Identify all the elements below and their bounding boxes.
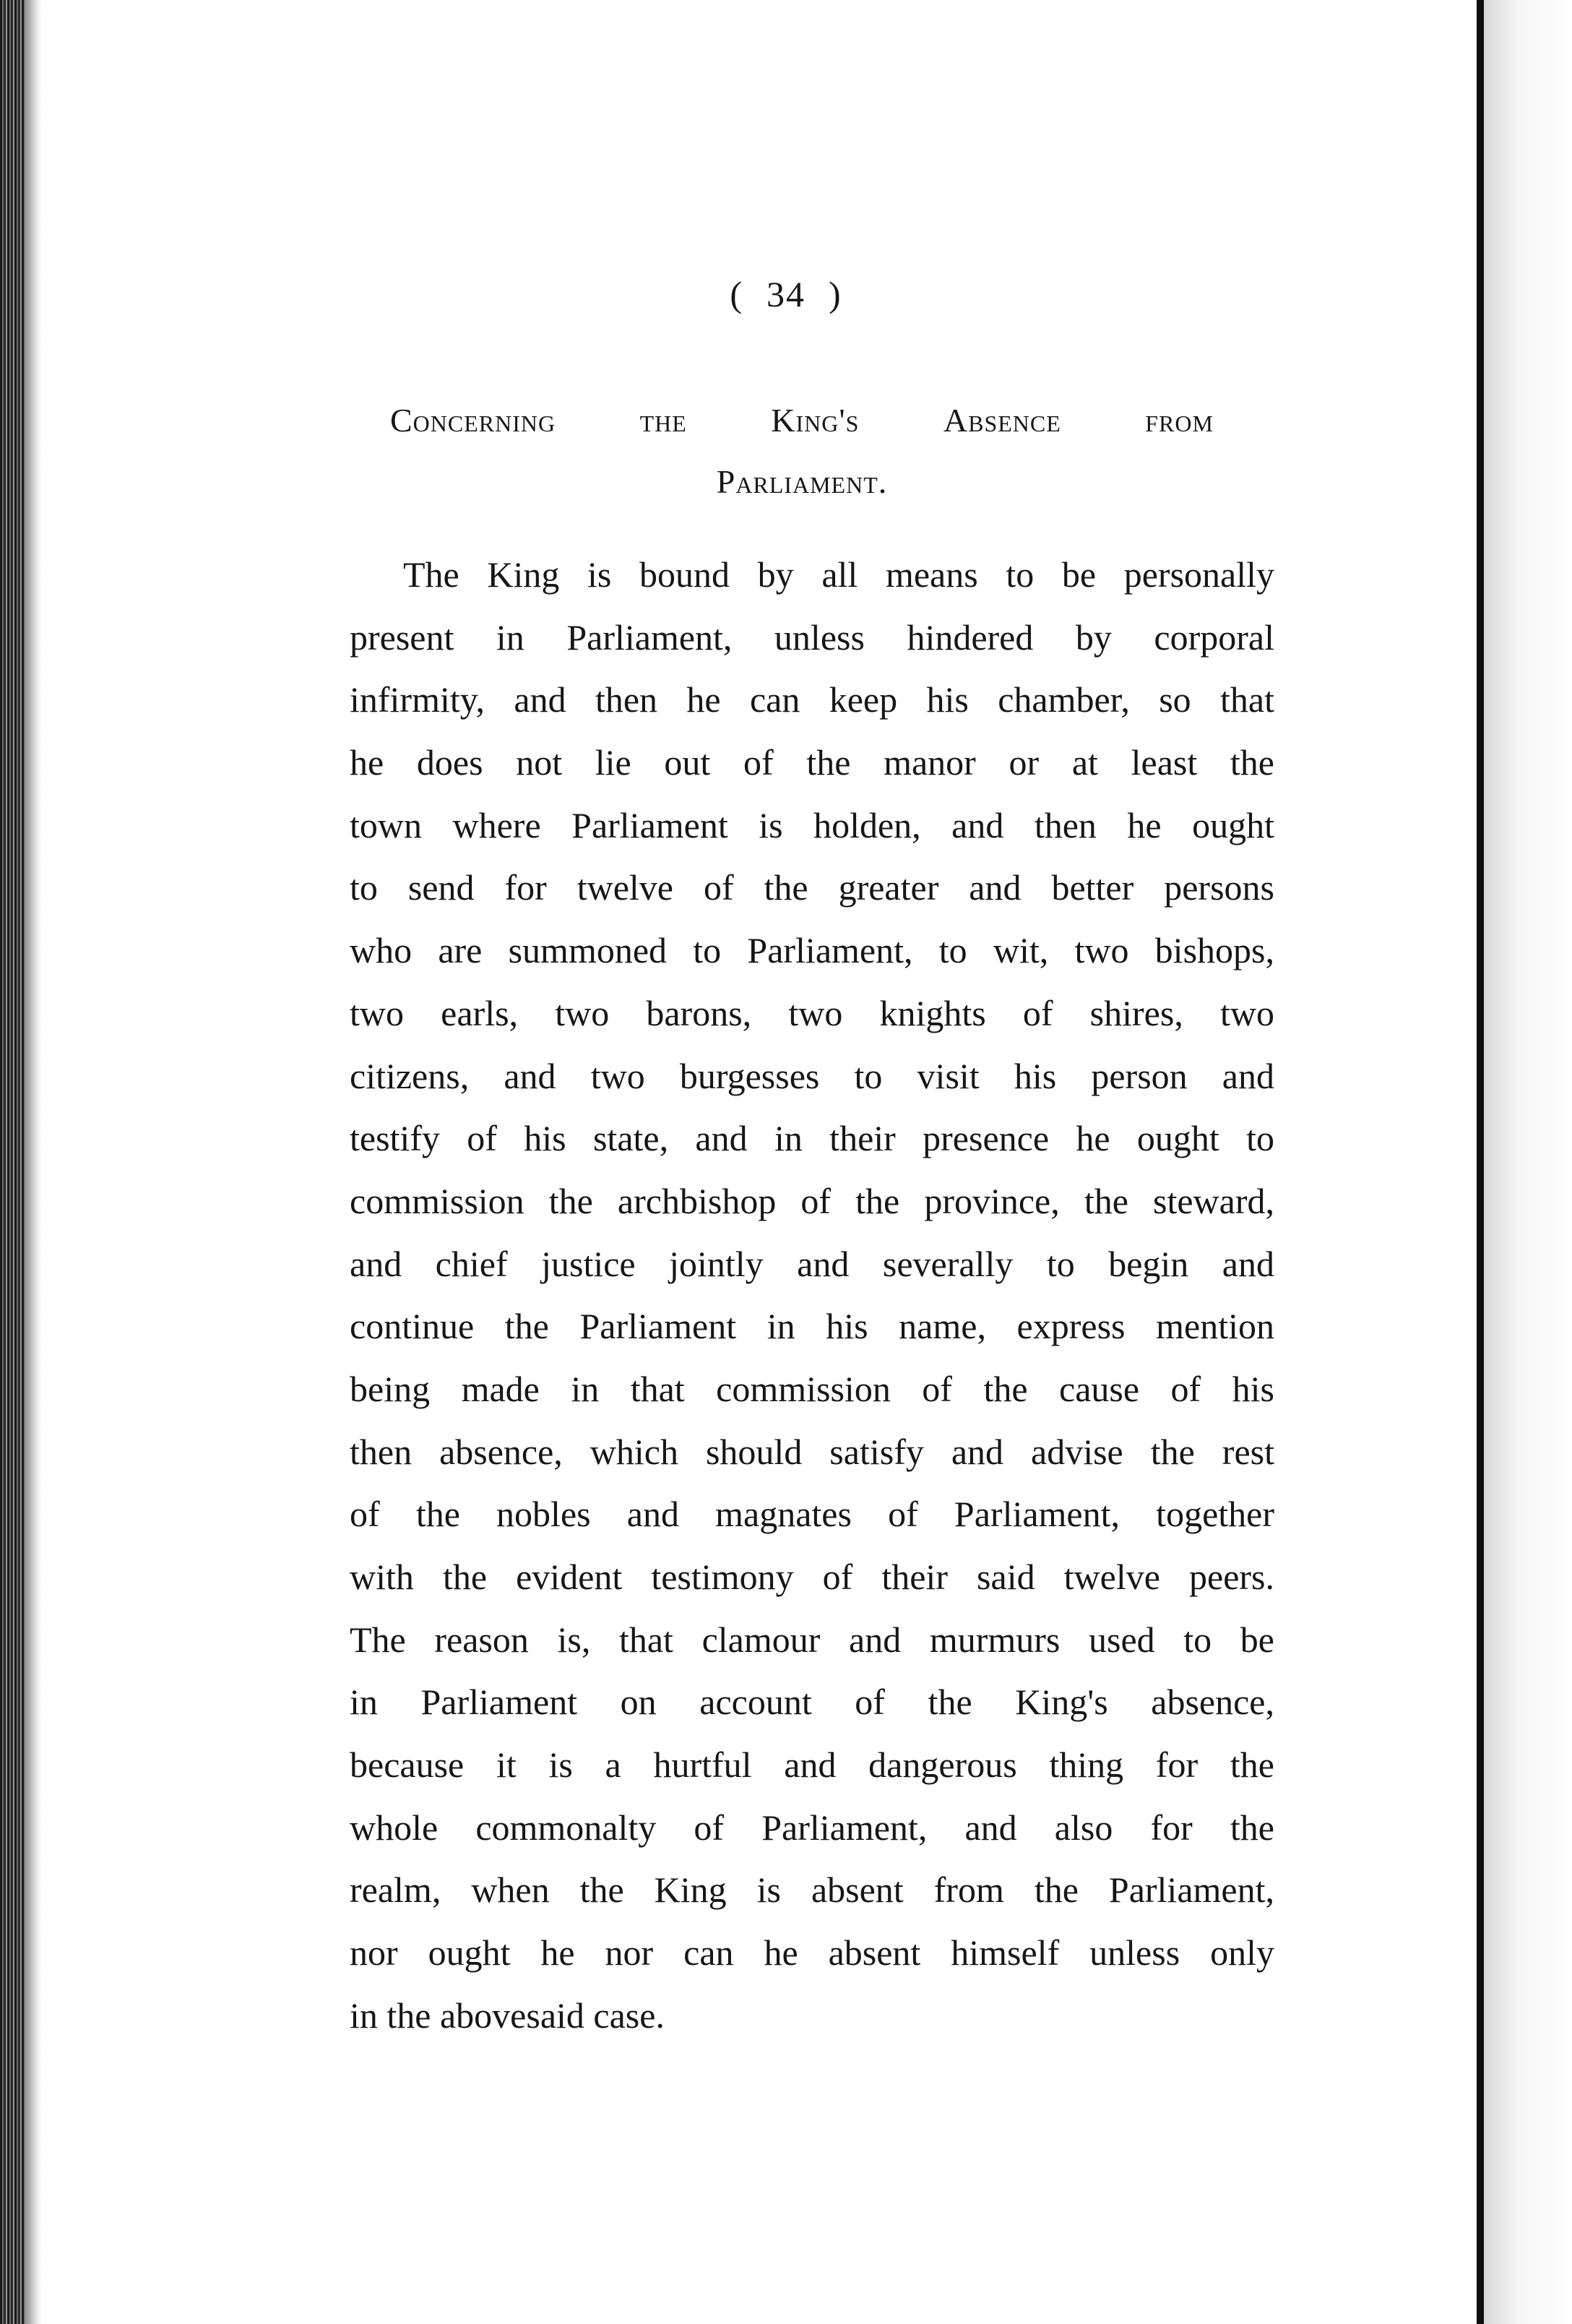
page-number	[0, 273, 1572, 315]
text-line: present in Parliament, unless hindered by corporal	[350, 616, 1274, 658]
open-paren: (	[730, 274, 743, 314]
text-line: nor ought he nor can he absent himself unless only	[350, 1932, 1274, 1974]
heading-line-1	[390, 401, 1214, 439]
heading-word: the	[639, 402, 687, 439]
text-line: two earls, two barons, two knights of shires, two	[350, 992, 1274, 1033]
heading-word: Absence	[943, 402, 1061, 439]
text-line: The reason is, that clamour and murmurs used to be	[350, 1619, 1274, 1660]
text-line: because it is a hurtful and dangerous thing for the	[350, 1744, 1274, 1786]
text-line: of the nobles and magnates of Parliament, together	[350, 1494, 1274, 1535]
scan-left-edge	[0, 0, 25, 2324]
close-paren: )	[829, 274, 842, 314]
heading-word: King's	[771, 402, 860, 439]
page-number-value: 34	[766, 274, 806, 314]
text-line: he does not lie out of the manor or at least the	[350, 742, 1274, 783]
text-line: testify of his state, and in their presence he ought to	[350, 1118, 1274, 1159]
text-line: then absence, which should satisfy and advise the rest	[350, 1431, 1274, 1472]
body-paragraph	[350, 543, 1274, 2047]
text-line: in Parliament on account of the King's absence,	[350, 1682, 1274, 1723]
text-line: who are summoned to Parliament, to wit, two bishops,	[350, 930, 1274, 971]
scan-left-shadow	[25, 0, 42, 2324]
text-line: to send for twelve of the greater and better persons	[350, 867, 1274, 908]
heading-word: Concerning	[390, 402, 556, 439]
scan-right-edge	[1477, 0, 1484, 2324]
text-line: whole commonalty of Parliament, and also for the	[350, 1807, 1274, 1848]
text-line: and chief justice jointly and severally to begin and	[350, 1243, 1274, 1284]
heading-line-2: Parliament.	[716, 463, 888, 500]
text-line: continue the Parliament in his name, express mention	[350, 1306, 1274, 1347]
scan-right-margin	[1484, 0, 1572, 2324]
heading-word: from	[1145, 402, 1214, 439]
text-line: commission the archbishop of the province, the steward,	[350, 1180, 1274, 1221]
text-line: in the abovesaid case.	[350, 1994, 665, 2036]
text-line: realm, when the King is absent from the Parliament,	[350, 1869, 1274, 1911]
text-line: The King is bound by all means to be personally	[403, 554, 1274, 595]
text-line: being made in that commission of the cause of his	[350, 1368, 1274, 1409]
text-line: citizens, and two burgesses to visit his person and	[350, 1055, 1274, 1096]
text-line: infirmity, and then he can keep his chamber, so that	[350, 679, 1274, 720]
text-line: town where Parliament is holden, and then he ought	[350, 804, 1274, 845]
text-line: with the evident testimony of their said twelve peers.	[350, 1557, 1274, 1597]
